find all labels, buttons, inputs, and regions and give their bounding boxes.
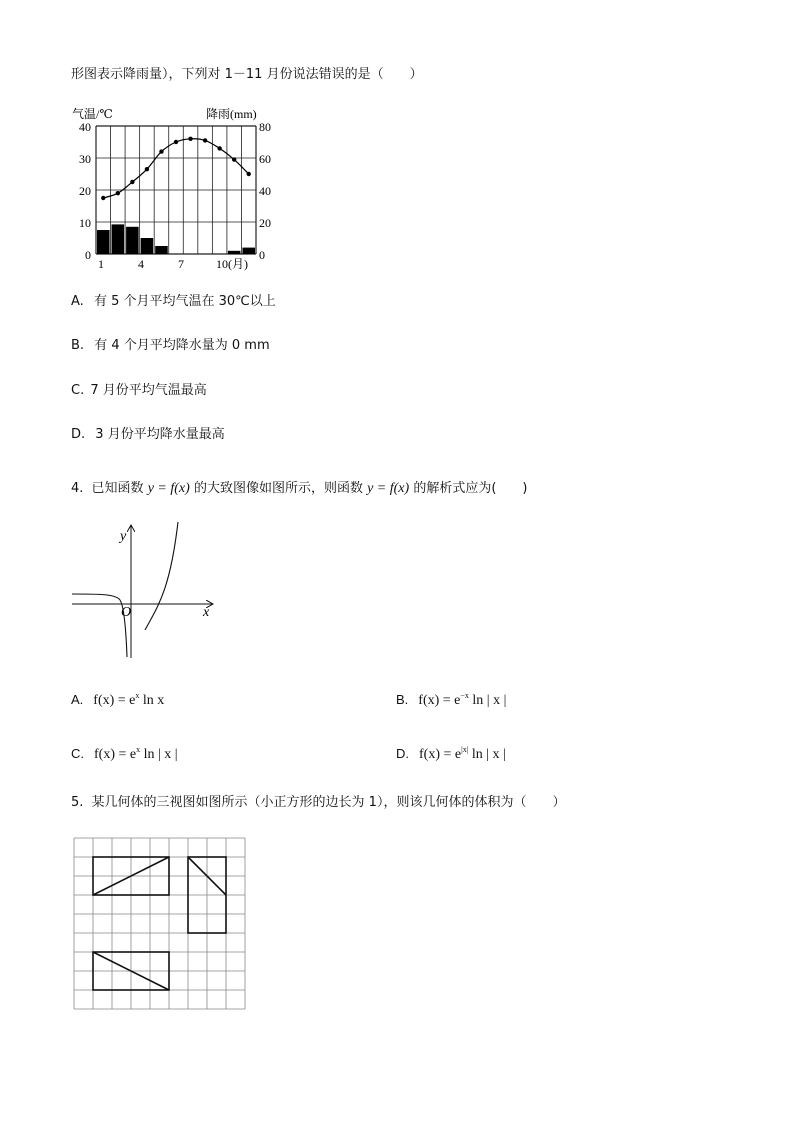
temperature-line — [101, 137, 251, 201]
q5-text: 某几何体的三视图如图所示（小正方形的边长为 1），则该几何体的体积为（ ） — [91, 795, 566, 810]
rainfall-bar — [112, 224, 125, 254]
x-tick-7: 7 — [178, 257, 184, 271]
right-tick-0: 0 — [259, 248, 265, 262]
q4-option-b — [396, 692, 506, 708]
q4-option-b-lhs: f(x) = e — [418, 693, 461, 708]
q5-stem — [71, 796, 565, 809]
rainfall-bars — [97, 224, 255, 254]
q3-option-a-text: 有 5 个月平均气温在 30℃以上 — [93, 294, 276, 309]
right-tick-80: 80 — [259, 120, 271, 134]
q3-option-a-label: A. — [71, 294, 84, 309]
q4-option-b-rhs: ln | x | — [468, 693, 507, 708]
q3-option-a — [71, 295, 276, 308]
q3-option-d — [71, 428, 225, 441]
q3-option-c — [71, 384, 207, 397]
q4-option-c-rhs: ln | x | — [140, 747, 178, 762]
q4-text-a: 已知函数 — [91, 481, 144, 496]
q4-option-c-label: C. — [71, 746, 84, 761]
q4-func-1: y = f(x) — [147, 481, 190, 496]
q4-option-d-lhs: f(x) = e — [419, 747, 462, 762]
q3-option-d-label: D. — [71, 427, 86, 442]
q3-option-d-text: 3 月份平均降水量最高 — [95, 427, 225, 442]
x-tick-1: 1 — [98, 257, 104, 271]
temperature-point — [203, 138, 207, 142]
rainfall-bar — [126, 227, 139, 254]
q4-number: 4. — [71, 481, 84, 496]
rainfall-bar — [242, 248, 255, 254]
graph-x-label: x — [203, 605, 210, 620]
curve-left-branch — [72, 594, 127, 657]
q4-option-c-exp: x — [136, 745, 141, 754]
curve-right-branch — [145, 522, 178, 630]
q4-option-c — [71, 746, 178, 762]
q3-option-c-label: C. — [71, 383, 85, 398]
temperature-point — [232, 157, 236, 161]
q4-stem — [71, 482, 527, 496]
left-tick-10: 10 — [79, 216, 91, 230]
q3-option-b-label: B. — [71, 338, 85, 353]
function-graph — [70, 520, 220, 660]
temperature-point — [159, 149, 163, 153]
q3-intro: 形图表示降雨量），下列对 1－11 月份说法错误的是（ ） — [71, 67, 423, 82]
rainfall-bar — [141, 238, 154, 254]
q4-option-d-exp: |x| — [461, 745, 469, 754]
q4-option-d-label: D. — [396, 746, 409, 761]
q3-option-c-text: 7 月份平均气温最高 — [90, 383, 207, 398]
left-tick-0: 0 — [85, 248, 91, 262]
q4-option-b-label: B. — [396, 692, 409, 707]
q4-option-c-lhs: f(x) = e — [94, 747, 137, 762]
temperature-point — [145, 167, 149, 171]
left-tick-30: 30 — [79, 152, 91, 166]
right-axis-label: 降雨(mm) — [206, 107, 257, 121]
right-axis-ticks — [259, 120, 271, 262]
q3-option-b — [71, 339, 270, 352]
temperature-point — [130, 180, 134, 184]
rainfall-bar — [97, 230, 110, 254]
left-tick-40: 40 — [79, 120, 91, 134]
three-view-drawing — [72, 836, 248, 1012]
q4-option-a — [71, 692, 164, 708]
q4-option-b-exp: −x — [460, 691, 469, 700]
climate-chart — [60, 102, 290, 272]
temperature-point — [174, 140, 178, 144]
q4-text-b: 的大致图像如图所示，则函数 — [193, 481, 363, 496]
temperature-point — [116, 191, 120, 195]
x-tick-4: 4 — [138, 257, 144, 271]
rainfall-bar — [155, 246, 168, 254]
three-view-grid — [74, 838, 245, 1009]
graph-y-label: y — [120, 529, 127, 544]
q4-option-d — [396, 746, 506, 762]
q4-text-c: 的解析式应为( ) — [413, 481, 528, 496]
temperature-point — [217, 146, 221, 150]
x-tick-10: 10(月) — [216, 257, 248, 271]
q4-option-a-lhs: f(x) = e — [93, 693, 136, 708]
left-axis-ticks — [79, 120, 91, 262]
q4-option-a-exp: x — [135, 691, 140, 700]
right-tick-40: 40 — [259, 184, 271, 198]
q4-option-a-rhs: ln x — [139, 693, 165, 708]
rainfall-bar — [228, 251, 241, 254]
temperature-point — [101, 196, 105, 200]
q4-option-d-rhs: ln | x | — [468, 747, 506, 762]
q4-func-2: y = f(x) — [367, 481, 410, 496]
q3-option-b-text: 有 4 个月平均降水量为 0 mm — [94, 338, 270, 353]
temperature-point — [188, 137, 192, 141]
left-axis-label: 气温/℃ — [72, 107, 113, 121]
temperature-point — [247, 172, 251, 176]
q4-option-a-label: A. — [71, 692, 84, 707]
right-tick-60: 60 — [259, 152, 271, 166]
left-tick-20: 20 — [79, 184, 91, 198]
q5-number: 5. — [71, 795, 84, 810]
right-tick-20: 20 — [259, 216, 271, 230]
x-axis-ticks — [98, 257, 248, 271]
graph-origin-label: O — [121, 605, 132, 620]
